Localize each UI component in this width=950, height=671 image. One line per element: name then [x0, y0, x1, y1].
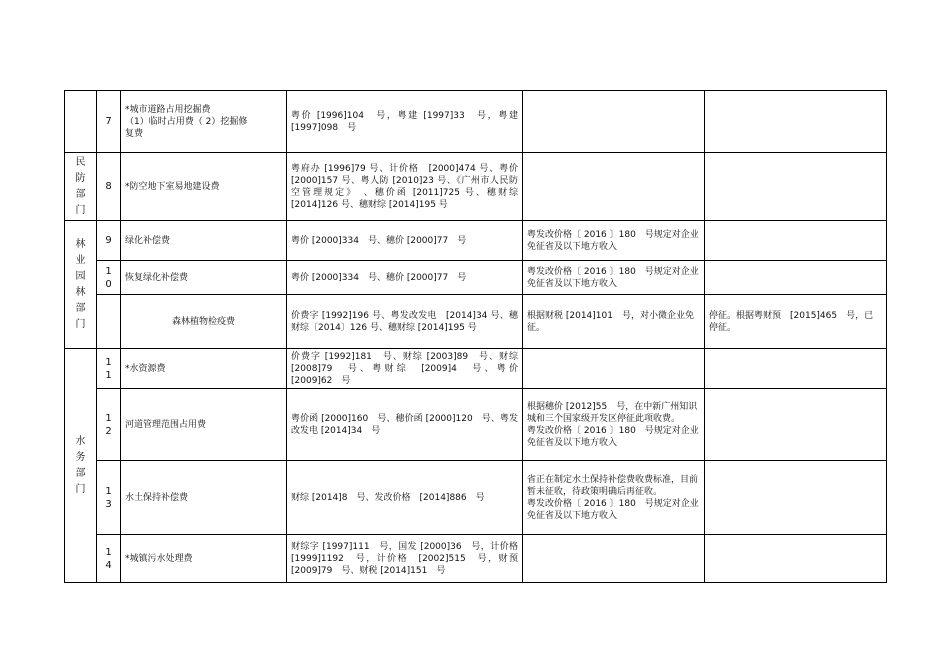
- fee-basis: 财综 [2014]8 号、发改价格 [2014]886 号: [287, 461, 523, 535]
- fee-remark: [705, 535, 887, 583]
- fee-remark: 停征。根据粤财预 [2015]465 号，已停征。: [705, 295, 887, 349]
- fee-remark: [705, 153, 887, 221]
- fee-policy: [523, 349, 705, 389]
- item-number: 14: [97, 535, 121, 583]
- item-number: 9: [97, 221, 121, 261]
- fee-basis: 粤价 [2000]334 号、穗价 [2000]77 号: [287, 261, 523, 295]
- dept-cell: [65, 153, 97, 221]
- fee-basis: 价费字 [1992]181 号、财综 [2003]89 号、财综 [2008]79 号、粤财综 [2009]4 号、粤价 [2009]62 号: [287, 349, 523, 389]
- fee-basis: 粤价 [2000]334 号、穗价 [2000]77 号: [287, 221, 523, 261]
- fee-table: [64, 90, 887, 583]
- fee-policy: [523, 153, 705, 221]
- dept-cell: [65, 221, 97, 349]
- fee-name: *防空地下室易地建设费: [121, 153, 287, 221]
- fee-policy: 省正在制定水土保持补偿费收费标准，目前暂未征收，待政策明确后再征收。 粤发改价格〔 2016 〕180 号规定对企业免征省及以下地方收入: [523, 461, 705, 535]
- fee-basis: 价费字 [1992]196 号、粤发改发电 [2014]34 号、穗财综〔2014〕126 号、穗财综 [2014]195 号: [287, 295, 523, 349]
- table-row: [65, 221, 887, 261]
- fee-basis: 粤价函 [2000]160 号、穗价函 [2000]120 号、粤发改发电 [2014]34 号: [287, 389, 523, 461]
- table-row: [65, 349, 887, 389]
- dept-label: 林业园林部门: [75, 238, 86, 330]
- table-row: [65, 389, 887, 461]
- fee-remark: [705, 221, 887, 261]
- fee-remark: [705, 91, 887, 153]
- fee-basis: 粤价 [1996]104 号，粤建 [1997]33 号，粤建 [1997]098 号: [287, 91, 523, 153]
- item-number: 13: [97, 461, 121, 535]
- fee-name: 水土保持补偿费: [121, 461, 287, 535]
- fee-name: 河道管理范围占用费: [121, 389, 287, 461]
- fee-policy: [523, 91, 705, 153]
- fee-name: *城市道路占用挖掘费 （1）临时占用费（ 2）挖掘修 复费: [121, 91, 287, 153]
- fee-remark: [705, 261, 887, 295]
- table-row: [65, 153, 887, 221]
- fee-name: 绿化补偿费: [121, 221, 287, 261]
- item-number: 7: [97, 91, 121, 153]
- fee-policy: 根据穗价 [2012]55 号，在中新广州知识城和三个国家级开发区停征此项收费。 粤发改价格〔 2016 〕180 号规定对企业免征省及以下地方收入: [523, 389, 705, 461]
- fee-name: *水资源费: [121, 349, 287, 389]
- table-row: [65, 91, 887, 153]
- fee-policy: [523, 535, 705, 583]
- fee-policy: 根据财税 [2014]101 号，对小微企业免征。: [523, 295, 705, 349]
- dept-cell: [65, 349, 97, 583]
- fee-remark: [705, 461, 887, 535]
- item-number: 10: [97, 261, 121, 295]
- fee-policy: 粤发改价格〔 2016 〕180 号规定对企业免征省及以下地方收入: [523, 221, 705, 261]
- fee-basis: 粤府办 [1996]79 号、计价格 [2000]474 号、粤价 [2000]157 号、粤人防 [2010]23 号、《广州市人民防空管理规定》 、穗价函 [2011]725 号、穗财综 [2014]126 号、穗财综 [2014]195 号: [287, 153, 523, 221]
- table-row: [65, 535, 887, 583]
- fee-basis: 财综字 [1997]111 号，国发 [2000]36 号，计价格 [1999]1192 号，计价格 [2002]515 号，财预 [2009]79 号、财税 [2014]151 号: [287, 535, 523, 583]
- dept-label: 水务部门: [75, 435, 86, 495]
- item-number: 11: [97, 349, 121, 389]
- item-number: 8: [97, 153, 121, 221]
- dept-cell: [65, 91, 97, 153]
- fee-remark: [705, 389, 887, 461]
- item-number: 12: [97, 389, 121, 461]
- table-row: [65, 261, 887, 295]
- fee-name: *城镇污水处理费: [121, 535, 287, 583]
- fee-name: 恢复绿化补偿费: [121, 261, 287, 295]
- fee-remark: [705, 349, 887, 389]
- fee-policy: 粤发改价格〔 2016 〕180 号规定对企业免征省及以下地方收入: [523, 261, 705, 295]
- table-row: [65, 295, 887, 349]
- item-number: [97, 295, 121, 349]
- dept-label: 民防部门: [75, 156, 86, 216]
- fee-name: 森林植物检疫费: [121, 295, 287, 349]
- table-row: [65, 461, 887, 535]
